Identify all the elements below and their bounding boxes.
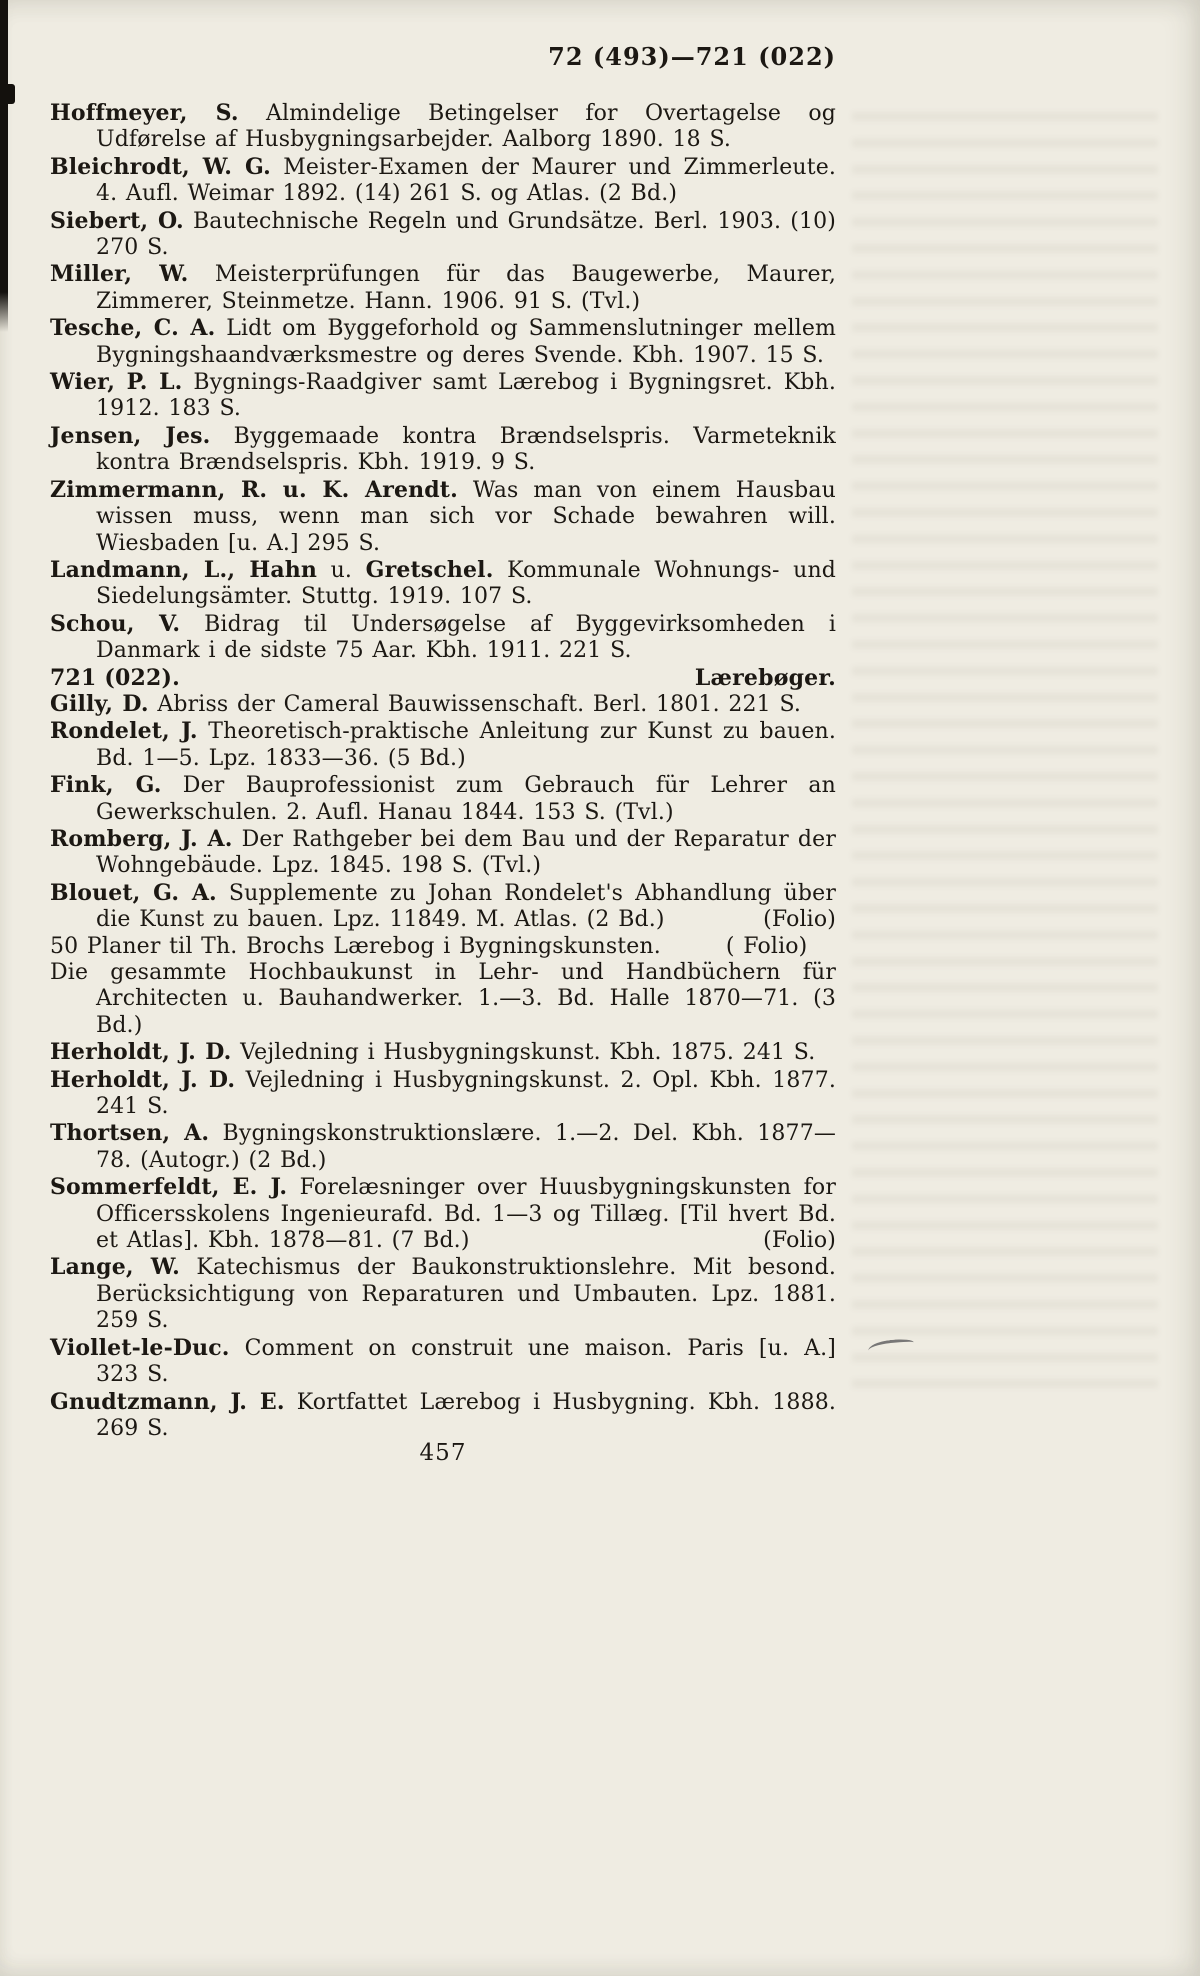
entry-author: Lange, W. [50, 1254, 180, 1281]
bibliography-entry [50, 154, 836, 208]
entry-text: Meisterprüfungen für das Baugewerbe, Maurer, Zimmerer, Steinmetze. Hann. 1906. 91 S. (Tvl.) [96, 262, 837, 314]
bibliography-entry [50, 1335, 836, 1389]
entry-text: (Folio) [763, 907, 836, 933]
bibliography-entry [50, 100, 836, 154]
entry-text: Forelæsninger over Huusbygningskunsten for Officersskolens Ingenieurafd. Bd. 1—3 og Tillæg. [Til hvert Bd. et Atlas]. Kbh. 1878—81. (7 Bd.) [96, 1175, 836, 1254]
entry-author: Romberg, J. A. [50, 825, 233, 852]
entry-text: Die gesammte Hochbaukunst in Lehr- und Handbüchern für Architecten u. Bauhandwerker. 1.—3. Bd. Halle 1870—71. (3 Bd.) [50, 960, 836, 1038]
entry-text: Bygnings-Raadgiver samt Lærebog i Bygningsret. Kbh. 1912. 183 S. [96, 370, 836, 422]
entry-author: Gretschel. [365, 556, 494, 583]
section-number: 721 (022). [50, 664, 180, 691]
bibliography-entry [50, 208, 836, 262]
entry-author: Viollet-le-Duc. [50, 1334, 230, 1361]
entry-text: Kortfattet Lærebog i Husbygning. Kbh. 1888. 269 S. [96, 1389, 837, 1441]
bibliography-entry [50, 423, 836, 477]
bibliography-entry [50, 826, 836, 880]
entry-text: 50 Planer til Th. Brochs Lærebog i Bygningskunsten. [50, 933, 661, 959]
bibliography-entry [50, 1067, 836, 1121]
entry-text: Almindelige Betingelser for Overtagelse og Udførelse af Husbygningsarbejder. Aalborg 1890. 18 S. [96, 101, 836, 153]
entry-author: Wier, P. L. [50, 369, 183, 396]
entry-author: Herholdt, J. D. [50, 1039, 232, 1066]
bibliography-entry [50, 369, 836, 423]
bibliography-entry [50, 1039, 836, 1066]
entry-author: Blouet, G. A. [50, 879, 217, 906]
entry-author: Landmann, L., Hahn [50, 556, 318, 583]
entry-author: Siebert, O. [50, 207, 184, 234]
entry-text: Supplemente zu Johan Rondelet's Abhandlung über die Kunst zu bauen. Lpz. 11849. M. Atlas. (2 Bd.) [96, 880, 836, 933]
bibliography-entry [50, 261, 836, 315]
entry-author: Thortsen, A. [50, 1120, 210, 1147]
entry-text: Byggemaade kontra Brændselspris. Varmeteknik kontra Brændselspris. Kbh. 1919. 9 S. [96, 423, 836, 476]
entry-text: Theoretisch-praktische Anleitung zur Kunst zu bauen. Bd. 1—5. Lpz. 1833—36. (5 Bd.) [96, 719, 836, 771]
entry-text: Bidrag til Undersøgelse af Byggevirksomheden i Danmark i de sidste 75 Aar. Kbh. 1911. 221 S. [96, 611, 836, 664]
bibliography-entry [50, 960, 836, 1039]
book-spine-shadow [0, 0, 8, 332]
entry-text: Katechismus der Baukonstruktionslehre. Mit besond. Berücksichtigung von Reparaturen und Umbauten. Lpz. 1881. 259 S. [96, 1255, 836, 1334]
entry-text: u. [317, 557, 366, 583]
bibliography-entry [50, 477, 836, 557]
entry-text: Bygningskonstruktionslære. 1.—2. Del. Kbh. 1877—78. (Autogr.) (2 Bd.) [96, 1121, 836, 1173]
entry-text: Lidt om Byggeforhold og Sammenslutninger mellem Bygningshaandværksmestre og deres Svende. Kbh. 1907. 15 S. [96, 316, 836, 368]
entry-text: Der Rathgeber bei dem Bau und der Reparatur der Wohngebäude. Lpz. 1845. 198 S. (Tvl.) [96, 826, 836, 879]
page-number: 457 [419, 1440, 467, 1466]
entry-author: Gnudtzmann, J. E. [50, 1388, 285, 1415]
entry-author: Bleichrodt, W. G. [50, 153, 271, 180]
entry-text: Bautechnische Regeln und Grundsätze. Berl. 1903. (10) 270 S. [96, 208, 836, 261]
bibliography-entry [50, 718, 836, 772]
bibliography-entry [50, 557, 836, 611]
bibliography-entry [50, 1389, 836, 1443]
entry-author: Schou, V. [50, 610, 181, 637]
entry-author: Rondelet, J. [50, 718, 198, 745]
page-header-classification: 72 (493)—721 (022) [548, 42, 836, 71]
entry-author: Hoffmeyer, S. [50, 100, 239, 126]
entry-author: Sommerfeldt, E. J. [50, 1174, 288, 1201]
entry-text: Comment on construit une maison. Paris [u. A.] 323 S. [96, 1335, 836, 1388]
bibliography-entry [50, 772, 836, 826]
bibliography-entry [50, 880, 836, 934]
entry-text: Vejledning i Husbygningskunst. 2. Opl. Kbh. 1877. 241 S. [96, 1067, 836, 1120]
entry-author: Miller, W. [50, 261, 189, 288]
bibliography-entry [50, 934, 836, 960]
pen-mark-artifact [867, 1338, 914, 1355]
section-title: Lærebøger. [694, 664, 836, 691]
entry-author: Jensen, Jes. [50, 422, 211, 449]
bibliography-entry [50, 1174, 836, 1254]
entry-text: Abriss der Cameral Bauwissenschaft. Berl. 1801. 221 S. [148, 691, 802, 717]
book-spine-shadow [0, 84, 15, 104]
bleedthrough-artifact [852, 112, 1158, 1402]
entry-text: Was man von einem Hausbau wissen muss, wenn man sich vor Schade bewahren will. Wiesbaden [u. A.] 295 S. [96, 477, 836, 556]
entry-author: Zimmermann, R. u. K. Arendt. [50, 476, 458, 503]
entry-text: (Folio) [763, 1228, 836, 1254]
entry-author: Gilly, D. [50, 690, 149, 717]
entry-text: Kommunale Wohnungs- und Siedelungsämter. Stuttg. 1919. 107 S. [96, 557, 837, 610]
bibliography-entry [50, 1254, 836, 1334]
entry-author: Tesche, C. A. [50, 315, 216, 342]
entry-text: Vejledning i Husbygningskunst. Kbh. 1875. 241 S. [231, 1040, 816, 1066]
bibliography-entry [50, 315, 836, 369]
bibliography-entry [50, 1120, 836, 1174]
entry-author: Herholdt, J. D. [50, 1066, 236, 1093]
bibliography-list [50, 100, 836, 1442]
entry-text: Der Bauprofessionist zum Gebrauch für Lehrer an Gewerkschulen. 2. Aufl. Hanau 1844. 153 S. (Tvl.) [96, 773, 836, 825]
bibliography-entry [50, 611, 836, 665]
section-heading [50, 665, 836, 691]
entry-author: Fink, G. [50, 772, 162, 799]
entry-text: ( Folio) [725, 933, 808, 959]
bibliography-entry [50, 691, 836, 718]
entry-text: Meister-Examen der Maurer und Zimmerleute. 4. Aufl. Weimar 1892. (14) 261 S. og Atlas. (2 Bd.) [96, 154, 837, 207]
